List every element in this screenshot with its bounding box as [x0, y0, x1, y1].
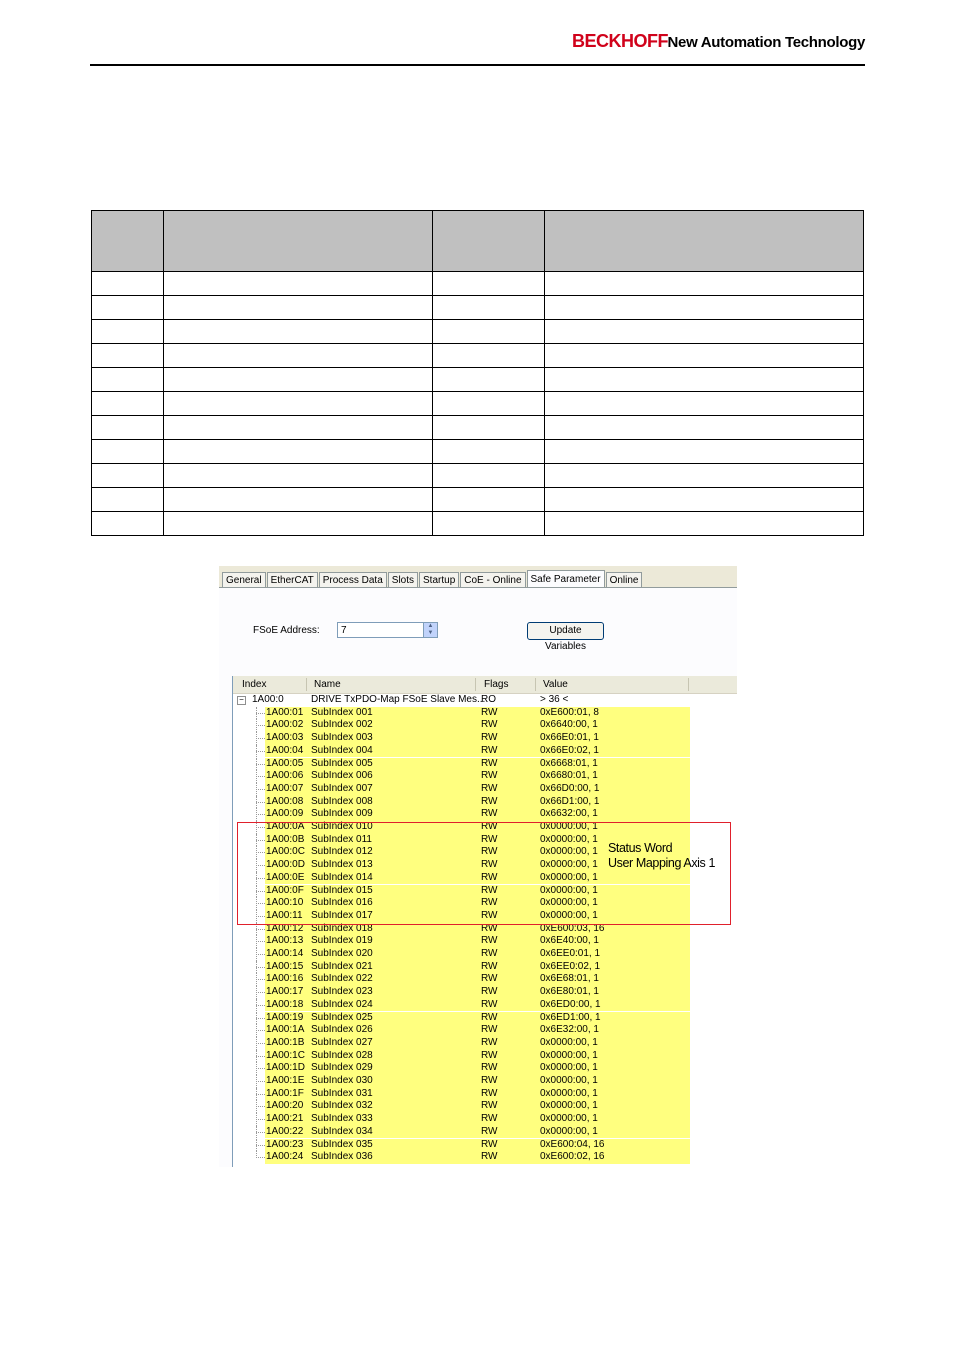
- tab-online[interactable]: Online: [606, 572, 643, 587]
- annotation-box: [237, 822, 731, 925]
- cell-name: SubIndex 011: [311, 833, 372, 845]
- list-item[interactable]: [233, 1113, 737, 1126]
- cell-index: 1A00:18: [266, 998, 304, 1010]
- table-cell: [163, 272, 432, 296]
- tree-connector: [251, 1012, 265, 1025]
- table-cell: [163, 440, 432, 464]
- list-item[interactable]: [233, 1075, 737, 1088]
- table-row: [92, 464, 864, 488]
- table-row: [92, 416, 864, 440]
- list-header: [233, 676, 737, 694]
- tab-general[interactable]: General: [222, 572, 266, 587]
- safe-parameter-window: [219, 566, 737, 1167]
- cell-index: 1A00:16: [266, 973, 304, 985]
- tab-bar: [222, 569, 643, 587]
- cell-name: SubIndex 007: [311, 782, 373, 794]
- cell-value: 0x6E32:00, 1: [540, 1024, 599, 1036]
- table-cell: [92, 368, 164, 392]
- cell-value: 0x0000:00, 1: [540, 1075, 598, 1086]
- column-separator[interactable]: [535, 678, 536, 691]
- cell-index: 1A00:04: [266, 744, 304, 756]
- cell-value: 0x0000:00, 1: [540, 1125, 598, 1137]
- cell-index: 1A00:0D: [266, 859, 305, 871]
- cell-value: 0x6EE0:01, 1: [540, 948, 601, 959]
- cell-flags: RW: [481, 1062, 498, 1074]
- table-cell: [545, 368, 864, 392]
- list-item[interactable]: [233, 1139, 737, 1152]
- table-cell: [163, 488, 432, 512]
- cell-index: 1A00:13: [266, 935, 304, 947]
- cell-value: 0x6E80:01, 1: [540, 986, 599, 998]
- cell-index: 1A00:11: [266, 909, 303, 921]
- cell-flags: RW: [481, 1024, 498, 1036]
- table-cell: [163, 392, 432, 416]
- cell-name: SubIndex 015: [311, 884, 373, 896]
- table-cell: [432, 211, 545, 272]
- cell-flags: RW: [481, 757, 498, 769]
- list-item[interactable]: [233, 948, 737, 961]
- tree-connector: [251, 1024, 265, 1037]
- cell-flags: RW: [481, 897, 498, 909]
- list-item[interactable]: [233, 986, 737, 999]
- list-item[interactable]: [233, 1151, 737, 1164]
- table-cell: [92, 488, 164, 512]
- cell-flags: RW: [481, 1075, 498, 1086]
- cell-value: 0x66D0:00, 1: [540, 782, 600, 794]
- cell-index: 1A00:24: [266, 1151, 304, 1163]
- cell-index: 1A00:23: [266, 1138, 304, 1150]
- cell-name: SubIndex 019: [311, 935, 373, 947]
- cell-value: 0x6680:01, 1: [540, 770, 598, 782]
- table-cell: [163, 344, 432, 368]
- cell-name: SubIndex 009: [311, 808, 373, 820]
- tree-connector: [251, 783, 265, 796]
- root-name: DRIVE TxPDO-Map FSoE Slave Mes...: [311, 694, 486, 705]
- list-item[interactable]: [233, 961, 737, 974]
- tree-connector: [251, 1126, 265, 1139]
- table-cell: [163, 416, 432, 440]
- tab-process-data[interactable]: Process Data: [319, 572, 387, 587]
- list-item[interactable]: [233, 1037, 737, 1050]
- cell-flags: RW: [481, 833, 498, 845]
- cell-flags: RW: [481, 884, 498, 896]
- cell-name: SubIndex 014: [311, 871, 373, 883]
- tree-connector: [251, 1100, 265, 1113]
- tree-connector: [251, 719, 265, 732]
- cell-name: SubIndex 018: [311, 922, 373, 934]
- table-cell: [92, 416, 164, 440]
- cell-value: 0xE600:01, 8: [540, 706, 599, 718]
- list-item[interactable]: [233, 935, 737, 948]
- cell-name: SubIndex 012: [311, 846, 373, 858]
- table-cell: [92, 272, 164, 296]
- table-row: [92, 344, 864, 368]
- cell-value: 0x0000:00, 1: [540, 1049, 598, 1061]
- cell-flags: RW: [481, 744, 498, 756]
- cell-name: SubIndex 001: [311, 706, 373, 718]
- brand-tagline: New Automation Technology: [667, 34, 865, 51]
- cell-value: 0x0000:00, 1: [540, 897, 598, 909]
- tab-content: [219, 587, 737, 1167]
- cell-value: 0x0000:00, 1: [540, 1113, 598, 1125]
- cell-name: SubIndex 030: [311, 1075, 373, 1086]
- root-flags: RO: [481, 694, 496, 705]
- tree-connector: [251, 986, 265, 999]
- table-cell: [545, 296, 864, 320]
- cell-flags: RW: [481, 960, 498, 972]
- tree-connector: [251, 1113, 265, 1126]
- table-header-row: [92, 211, 864, 272]
- fsoe-address-label: FSoE Address:: [253, 625, 320, 636]
- cell-flags: RW: [481, 986, 498, 998]
- cell-name: SubIndex 010: [311, 821, 373, 832]
- annotation-text: [608, 841, 715, 871]
- update-variables-button[interactable]: Update Variables: [527, 622, 604, 640]
- annotation-line-1: Status Word: [608, 841, 673, 855]
- table-row: [92, 368, 864, 392]
- cell-name: SubIndex 020: [311, 948, 373, 959]
- cell-index: 1A00:09: [266, 808, 304, 820]
- list-item[interactable]: [233, 1024, 737, 1037]
- cell-index: 1A00:1D: [266, 1062, 305, 1074]
- cell-value: 0x6E68:01, 1: [540, 973, 599, 985]
- cell-flags: RW: [481, 821, 498, 832]
- table-cell: [92, 296, 164, 320]
- table-row: [92, 392, 864, 416]
- table-cell: [545, 211, 864, 272]
- cell-flags: RW: [481, 719, 498, 731]
- cell-index: 1A00:0E: [266, 871, 305, 883]
- cell-index: 1A00:05: [266, 757, 304, 769]
- tree-connector: [251, 1062, 265, 1075]
- table-cell: [545, 512, 864, 536]
- cell-name: SubIndex 031: [311, 1087, 373, 1099]
- cell-value: 0x6EE0:02, 1: [540, 960, 601, 972]
- table-cell: [545, 272, 864, 296]
- table-cell: [432, 488, 545, 512]
- cell-flags: RW: [481, 922, 498, 934]
- cell-index: 1A00:14: [266, 948, 304, 959]
- table-row: [92, 512, 864, 536]
- list-item[interactable]: [233, 1088, 737, 1101]
- tab-startup[interactable]: Startup: [419, 572, 459, 587]
- list-item[interactable]: [233, 1062, 737, 1075]
- tree-connector: [251, 1075, 265, 1088]
- tab-ethercat[interactable]: EtherCAT: [267, 572, 318, 587]
- cell-value: 0x66E0:01, 1: [540, 732, 599, 744]
- tree-connector: [251, 1139, 265, 1152]
- table-cell: [92, 512, 164, 536]
- cell-value: 0xE600:02, 16: [540, 1151, 605, 1163]
- tree-connector: [251, 948, 265, 961]
- column-header-value[interactable]: Value: [543, 679, 568, 690]
- table-cell: [545, 320, 864, 344]
- cell-name: SubIndex 035: [311, 1138, 373, 1150]
- table-cell: [163, 464, 432, 488]
- cell-flags: RW: [481, 782, 498, 794]
- empty-table: [91, 210, 864, 536]
- cell-flags: RW: [481, 1125, 498, 1137]
- table-cell: [92, 392, 164, 416]
- list-item[interactable]: [233, 745, 737, 758]
- cell-name: SubIndex 024: [311, 998, 373, 1010]
- cell-value: 0x6668:01, 1: [540, 757, 598, 769]
- tree-connector: [251, 999, 265, 1012]
- column-header-name[interactable]: Name: [314, 679, 341, 690]
- table-cell: [432, 296, 545, 320]
- list-item[interactable]: [233, 719, 737, 732]
- cell-value: 0x0000:00, 1: [540, 871, 598, 883]
- table-cell: [545, 344, 864, 368]
- cell-index: 1A00:17: [266, 986, 304, 998]
- cell-value: 0x66E0:02, 1: [540, 744, 599, 756]
- cell-flags: RW: [481, 1138, 498, 1150]
- cell-flags: RW: [481, 1036, 498, 1048]
- cell-name: SubIndex 028: [311, 1049, 373, 1061]
- table-cell: [545, 488, 864, 512]
- table-cell: [163, 296, 432, 320]
- cell-name: SubIndex 022: [311, 973, 373, 985]
- table-cell: [163, 368, 432, 392]
- cell-name: SubIndex 021: [311, 960, 373, 972]
- cell-name: SubIndex 023: [311, 986, 373, 998]
- cell-index: 1A00:0A: [266, 821, 305, 832]
- tree-connector: [251, 1037, 265, 1050]
- cell-name: SubIndex 025: [311, 1011, 373, 1023]
- cell-index: 1A00:01: [266, 706, 304, 718]
- cell-value: 0x0000:00, 1: [540, 846, 598, 858]
- cell-flags: RW: [481, 808, 498, 820]
- fsoe-address-value[interactable]: 7: [341, 625, 347, 636]
- cell-value: 0xE600:04, 16: [540, 1138, 605, 1150]
- spin-arrows-icon[interactable]: ▲ ▼: [423, 623, 437, 637]
- cell-index: 1A00:20: [266, 1100, 304, 1112]
- cell-flags: RW: [481, 935, 498, 947]
- cell-flags: RW: [481, 871, 498, 883]
- table-cell: [92, 344, 164, 368]
- table-cell: [432, 440, 545, 464]
- table-cell: [545, 464, 864, 488]
- tree-connector: [251, 808, 265, 821]
- cell-flags: RW: [481, 948, 498, 959]
- cell-index: 1A00:02: [266, 719, 304, 731]
- cell-name: SubIndex 026: [311, 1024, 373, 1036]
- column-separator[interactable]: [688, 678, 689, 691]
- cell-flags: RW: [481, 1100, 498, 1112]
- table-cell: [163, 320, 432, 344]
- cell-index: 1A00:21: [266, 1113, 304, 1125]
- cell-index: 1A00:1B: [266, 1036, 305, 1048]
- cell-value: 0x0000:00, 1: [540, 1062, 598, 1074]
- cell-name: SubIndex 016: [311, 897, 373, 909]
- tab-coe-online[interactable]: CoE - Online: [460, 572, 525, 587]
- table-row: [92, 272, 864, 296]
- cell-index: 1A00:0B: [266, 833, 305, 845]
- table-cell: [92, 211, 164, 272]
- cell-index: 1A00:10: [266, 897, 304, 909]
- cell-index: 1A00:1E: [266, 1075, 305, 1086]
- list-item[interactable]: [233, 999, 737, 1012]
- table-cell: [432, 392, 545, 416]
- table-row: [92, 320, 864, 344]
- table-cell: [545, 416, 864, 440]
- list-item-root[interactable]: [233, 694, 737, 707]
- column-header-flags[interactable]: Flags: [484, 679, 509, 690]
- table-cell: [432, 416, 545, 440]
- tree-connector: [251, 770, 265, 783]
- list-item[interactable]: [233, 770, 737, 783]
- cell-flags: RW: [481, 909, 498, 921]
- table-cell: [432, 344, 545, 368]
- fsoe-address-spinner[interactable]: [337, 622, 438, 638]
- brand-logo: BECKHOFF: [572, 31, 668, 51]
- list-item[interactable]: [233, 783, 737, 796]
- cell-index: 1A00:07: [266, 782, 304, 794]
- table-cell: [432, 272, 545, 296]
- cell-value: 0x6ED1:00, 1: [540, 1011, 601, 1023]
- list-item[interactable]: [233, 758, 737, 771]
- column-separator[interactable]: [306, 678, 307, 691]
- tab-safe-parameter[interactable]: Safe Parameter: [527, 570, 605, 588]
- tree-connector: [251, 1088, 265, 1101]
- cell-flags: RW: [481, 795, 498, 807]
- column-separator[interactable]: [475, 678, 476, 691]
- tree-connector: [251, 1050, 265, 1063]
- cell-name: SubIndex 006: [311, 770, 373, 782]
- cell-flags: RW: [481, 1151, 498, 1163]
- list-item[interactable]: [233, 1126, 737, 1139]
- list-item[interactable]: [233, 973, 737, 986]
- cell-index: 1A00:08: [266, 795, 304, 807]
- table-row: [92, 488, 864, 512]
- cell-name: SubIndex 036: [311, 1151, 373, 1163]
- cell-name: SubIndex 003: [311, 732, 373, 744]
- list-item[interactable]: [233, 808, 737, 821]
- cell-flags: RW: [481, 1113, 498, 1125]
- cell-index: 1A00:19: [266, 1011, 304, 1023]
- tree-connector: [251, 961, 265, 974]
- cell-name: SubIndex 029: [311, 1062, 373, 1074]
- cell-index: 1A00:0F: [266, 884, 304, 896]
- tree-connector: [251, 935, 265, 948]
- cell-value: 0x66D1:00, 1: [540, 795, 600, 807]
- cell-value: 0x0000:00, 1: [540, 833, 598, 845]
- cell-index: 1A00:15: [266, 960, 304, 972]
- tree-connector: [251, 732, 265, 745]
- table-cell: [432, 320, 545, 344]
- cell-value: 0xE600:03, 16: [540, 922, 605, 934]
- table-cell: [163, 512, 432, 536]
- cell-value: 0x0000:00, 1: [540, 909, 598, 921]
- cell-value: 0x6640:00, 1: [540, 719, 598, 731]
- table-cell: [92, 320, 164, 344]
- table-row: [92, 296, 864, 320]
- cell-flags: RW: [481, 732, 498, 744]
- cell-index: 1A00:03: [266, 732, 304, 744]
- list-item[interactable]: [233, 1012, 737, 1025]
- cell-value: 0x0000:00, 1: [540, 884, 598, 896]
- cell-flags: RW: [481, 998, 498, 1010]
- cell-flags: RW: [481, 770, 498, 782]
- cell-index: 1A00:12: [266, 922, 304, 934]
- list-item[interactable]: [233, 796, 737, 809]
- cell-name: SubIndex 004: [311, 744, 373, 756]
- annotation-line-2: User Mapping Axis 1: [608, 856, 716, 870]
- table-cell: [545, 392, 864, 416]
- collapse-icon[interactable]: −: [237, 696, 246, 705]
- cell-value: 0x0000:00, 1: [540, 1100, 598, 1112]
- tree-connector: [251, 707, 265, 720]
- cell-name: SubIndex 034: [311, 1125, 373, 1137]
- cell-name: SubIndex 005: [311, 757, 373, 769]
- cell-value: 0x6ED0:00, 1: [540, 998, 601, 1010]
- cell-flags: RW: [481, 1087, 498, 1099]
- table-cell: [432, 368, 545, 392]
- table-cell: [163, 211, 432, 272]
- cell-index: 1A00:06: [266, 770, 304, 782]
- cell-name: SubIndex 013: [311, 859, 373, 871]
- list-item[interactable]: [233, 1050, 737, 1063]
- root-index: 1A00:0: [252, 694, 284, 705]
- cell-flags: RW: [481, 1011, 498, 1023]
- cell-name: SubIndex 008: [311, 795, 373, 807]
- cell-value: 0x0000:00, 1: [540, 821, 598, 832]
- cell-flags: RW: [481, 1049, 498, 1061]
- cell-value: 0x6632:00, 1: [540, 808, 598, 820]
- cell-value: 0x0000:00, 1: [540, 859, 598, 871]
- cell-flags: RW: [481, 706, 498, 718]
- cell-index: 1A00:22: [266, 1125, 304, 1137]
- cell-index: 1A00:1C: [266, 1049, 305, 1061]
- cell-name: SubIndex 032: [311, 1100, 373, 1112]
- cell-name: SubIndex 027: [311, 1036, 373, 1048]
- table-cell: [92, 440, 164, 464]
- tree-connector: [251, 973, 265, 986]
- cell-index: 1A00:0C: [266, 846, 305, 858]
- cell-index: 1A00:1F: [266, 1087, 304, 1099]
- page-header: [90, 28, 865, 66]
- cell-name: SubIndex 002: [311, 719, 373, 731]
- tree-connector: [251, 796, 265, 809]
- cell-flags: RW: [481, 973, 498, 985]
- column-header-index[interactable]: Index: [242, 679, 267, 690]
- cell-flags: RW: [481, 859, 498, 871]
- tree-connector: [251, 1151, 265, 1164]
- root-value: > 36 <: [540, 694, 569, 705]
- table-cell: [432, 512, 545, 536]
- tree-connector: [251, 758, 265, 771]
- tab-slots[interactable]: Slots: [388, 572, 418, 587]
- cell-value: 0x0000:00, 1: [540, 1036, 598, 1048]
- list-item[interactable]: [233, 707, 737, 720]
- list-item[interactable]: [233, 732, 737, 745]
- table-row: [92, 440, 864, 464]
- cell-name: SubIndex 033: [311, 1113, 373, 1125]
- cell-flags: RW: [481, 846, 498, 858]
- tree-connector: [251, 745, 265, 758]
- list-item[interactable]: [233, 1100, 737, 1113]
- cell-name: SubIndex 017: [311, 909, 373, 921]
- cell-index: 1A00:1A: [266, 1024, 305, 1036]
- table-cell: [545, 440, 864, 464]
- cell-value: 0x6E40:00, 1: [540, 935, 599, 947]
- table-cell: [432, 464, 545, 488]
- table-cell: [92, 464, 164, 488]
- cell-value: 0x0000:00, 1: [540, 1087, 598, 1099]
